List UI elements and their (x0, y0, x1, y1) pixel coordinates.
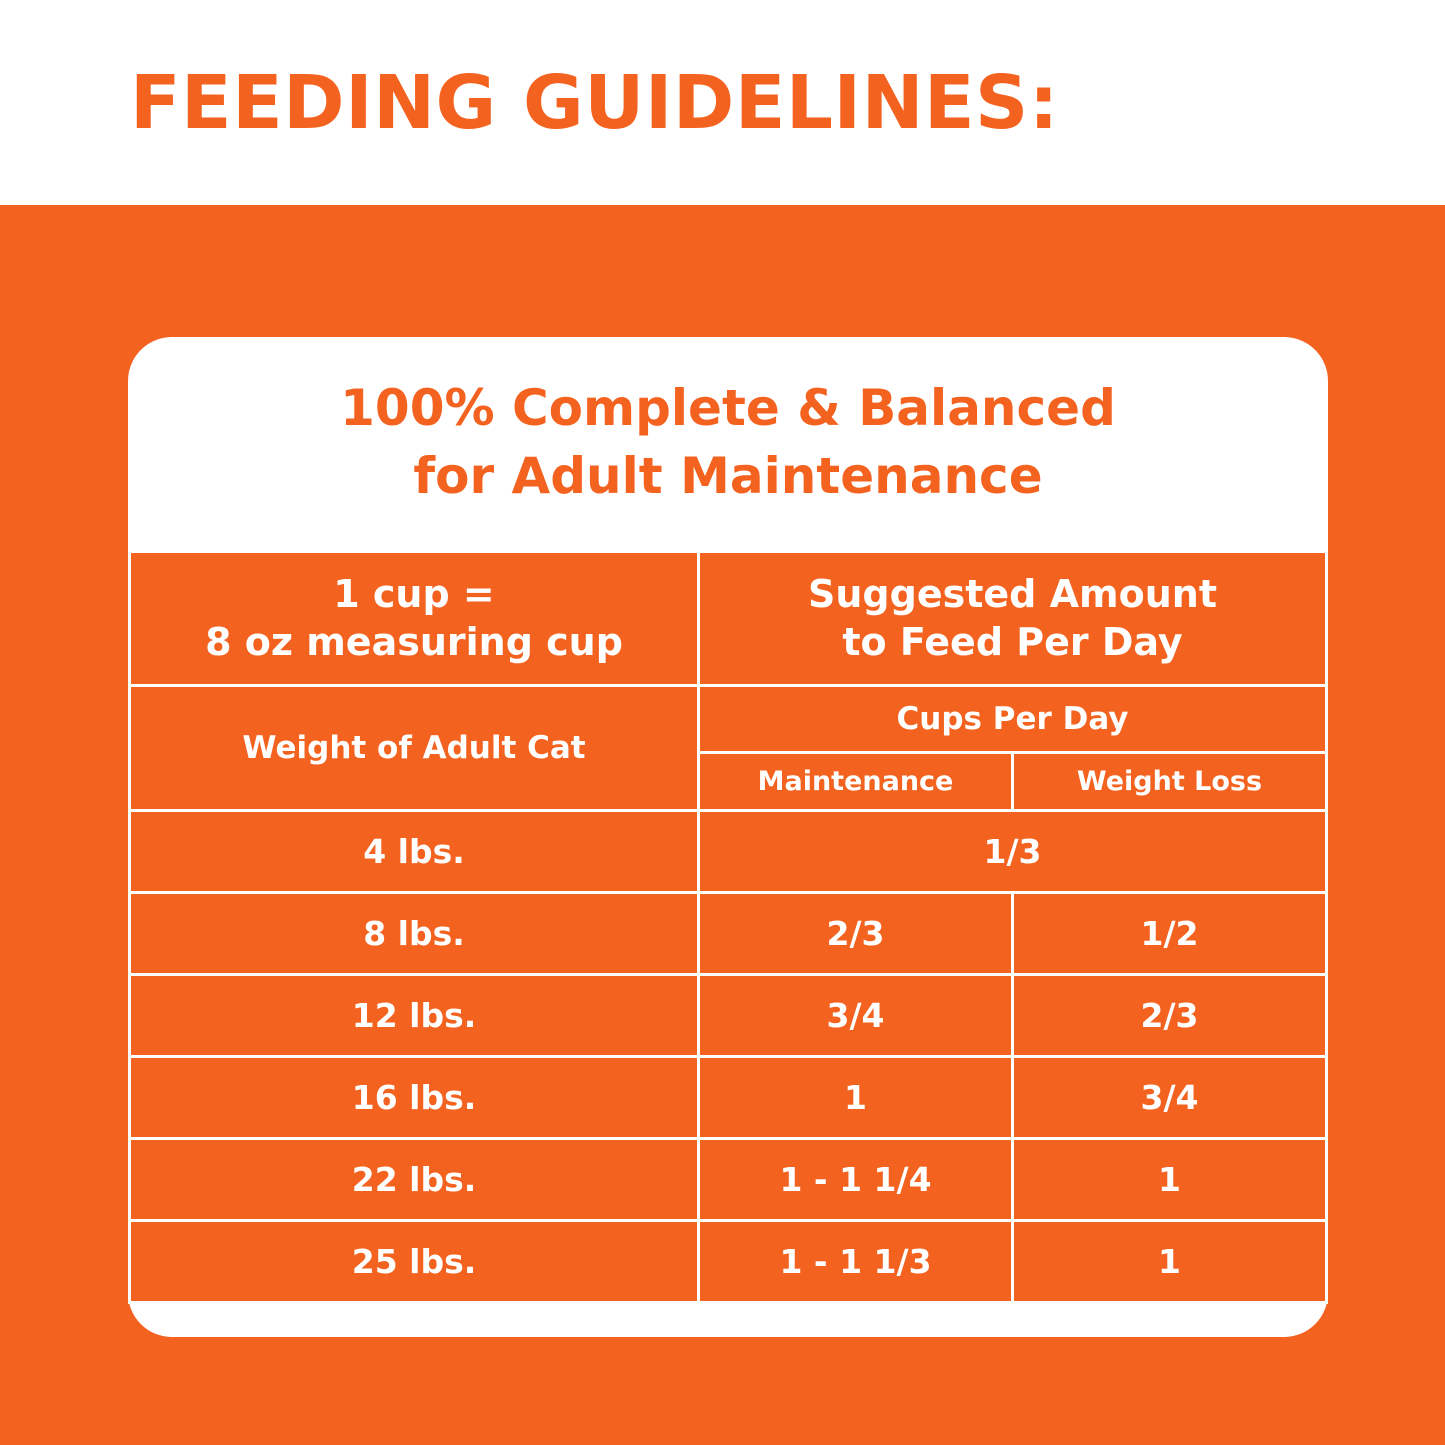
cell-weight-loss: 2/3 (1013, 975, 1327, 1057)
cell-maintenance: 2/3 (699, 893, 1013, 975)
cell-weight: 25 lbs. (130, 1221, 699, 1303)
table-row (130, 1139, 1327, 1221)
card-heading-line-1: 100% Complete & Balanced (340, 379, 1116, 437)
cell-weight: 8 lbs. (130, 893, 699, 975)
cell-weight-loss: 1/2 (1013, 893, 1327, 975)
table-row (130, 811, 1327, 893)
header-weight-of-adult-cat: Weight of Adult Cat (130, 686, 699, 811)
suggested-amount-line-1: Suggested Amount (808, 572, 1217, 616)
cell-maintenance: 1 (699, 1057, 1013, 1139)
table-row-header-group (130, 686, 1327, 753)
suggested-amount-line-2: to Feed Per Day (842, 619, 1183, 664)
header-band (0, 0, 1445, 205)
header-weight-loss: Weight Loss (1013, 753, 1327, 811)
cell-weight: 16 lbs. (130, 1057, 699, 1139)
cell-weight: 4 lbs. (130, 811, 699, 893)
cell-weight-loss: 3/4 (1013, 1057, 1327, 1139)
table-row (130, 1221, 1327, 1303)
cell-maintenance: 1 - 1 1/4 (699, 1139, 1013, 1221)
header-maintenance: Maintenance (699, 753, 1013, 811)
guidelines-card (128, 337, 1328, 1337)
table-row (130, 975, 1327, 1057)
feeding-table (128, 553, 1328, 1304)
cell-weight: 12 lbs. (130, 975, 699, 1057)
table-row-titles (130, 553, 1327, 686)
cell-weight: 22 lbs. (130, 1139, 699, 1221)
cup-definition-line-2: 8 oz measuring cup (205, 619, 623, 664)
card-heading (128, 337, 1328, 510)
cell-cup-definition (130, 553, 699, 686)
table-row (130, 893, 1327, 975)
card-heading-line-2: for Adult Maintenance (413, 446, 1043, 505)
cup-definition-line-1: 1 cup = (333, 572, 495, 616)
cell-maintenance: 1 - 1 1/3 (699, 1221, 1013, 1303)
page-title: FEEDING GUIDELINES: (130, 59, 1059, 146)
cell-weight-loss: 1 (1013, 1221, 1327, 1303)
table-row (130, 1057, 1327, 1139)
header-cups-per-day: Cups Per Day (699, 686, 1327, 753)
cell-maintenance: 3/4 (699, 975, 1013, 1057)
orange-background-panel (0, 205, 1445, 1445)
cell-weight-loss: 1 (1013, 1139, 1327, 1221)
cell-suggested-amount (699, 553, 1327, 686)
cell-amount-merged: 1/3 (699, 811, 1327, 893)
